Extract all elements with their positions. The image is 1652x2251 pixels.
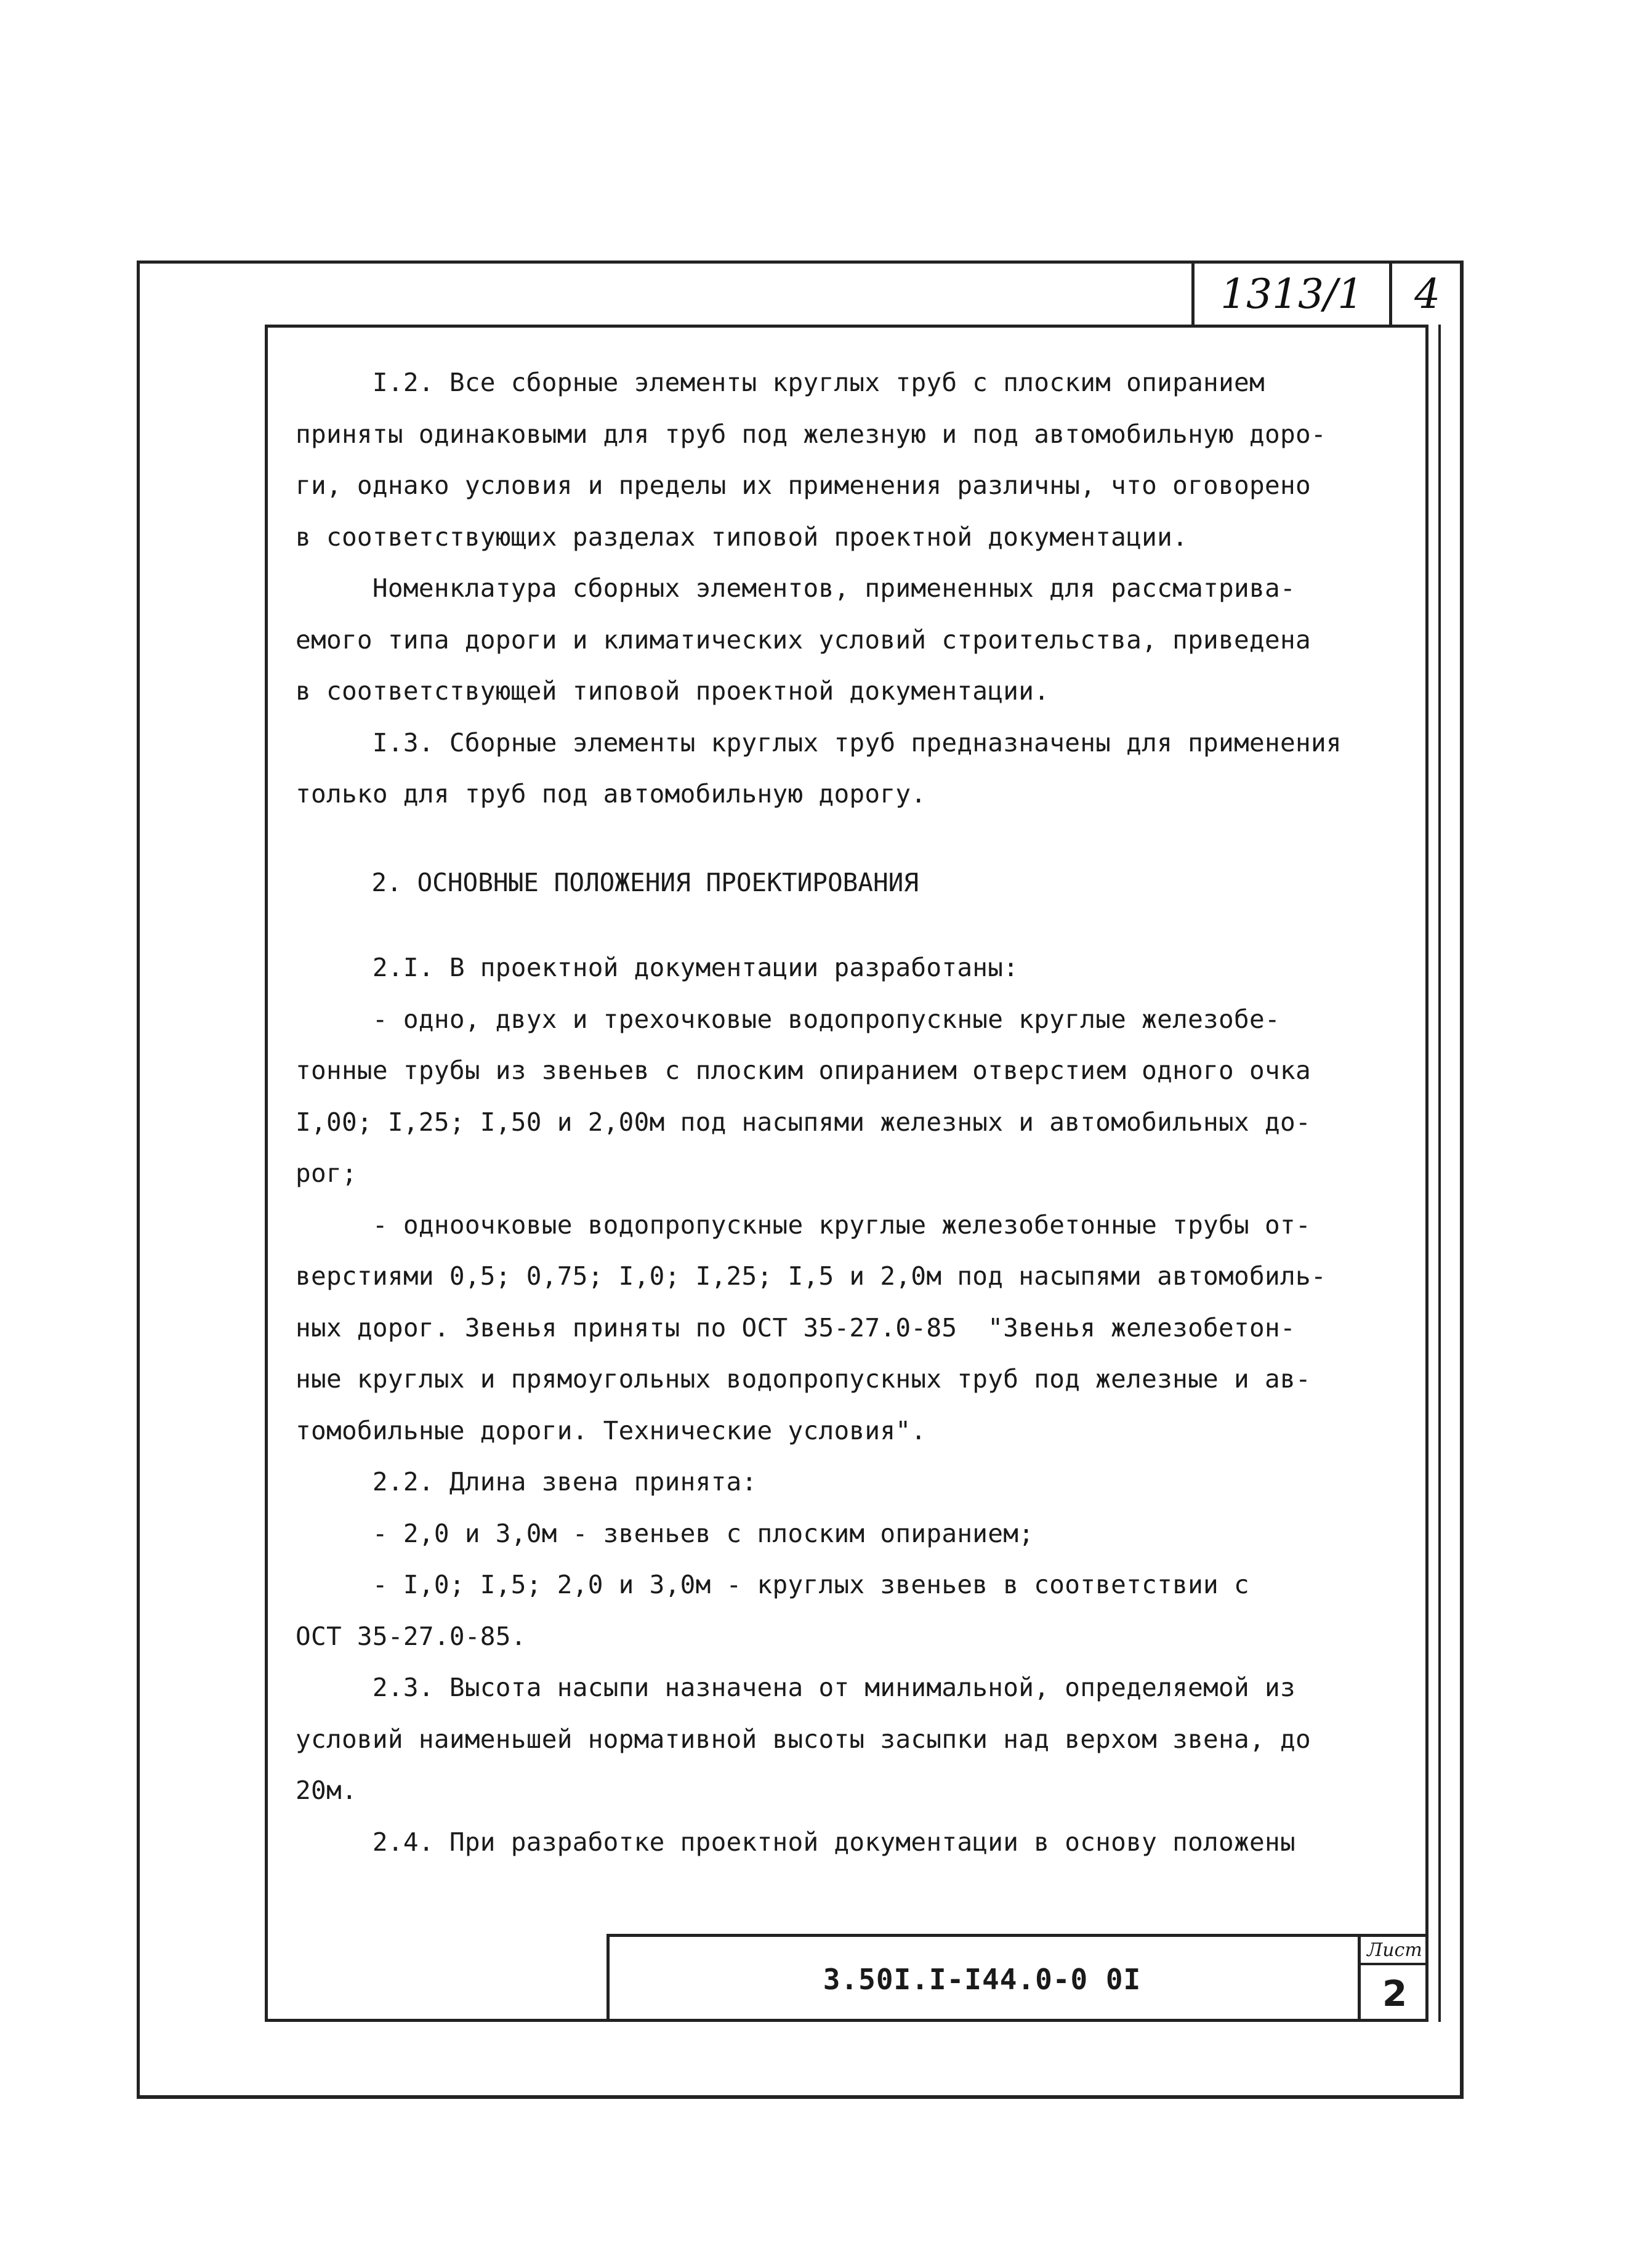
- paragraph-2-1-intro: 2.I. В проектной документации разработаны:: [296, 953, 1019, 982]
- text-line: в соответствующей типовой проектной документации.: [296, 676, 1050, 706]
- document-code: 3.50I.I-I44.0-0 0I: [823, 1963, 1142, 1996]
- paragraph-2-2: [296, 1457, 1416, 1662]
- sheet-number: 2: [1382, 1973, 1408, 2015]
- paragraph-2-1-item2: [296, 1200, 1416, 1457]
- title-block-stamp: [606, 1934, 1428, 2022]
- text-line: Номенклатура сборных элементов, примененных для рассматрива-: [296, 573, 1295, 603]
- sheet-id-box: [1191, 263, 1462, 325]
- text-line: - одно, двух и трехочковые водопропускные круглые железобе-: [296, 1004, 1280, 1034]
- text-line: рог;: [296, 1158, 357, 1188]
- document-body: [296, 357, 1416, 1868]
- sheet-label: Лист: [1361, 1937, 1428, 1965]
- sheet-code: 1313/1: [1195, 263, 1392, 325]
- text-line: емого типа дороги и климатических условий строительства, приведена: [296, 624, 1311, 655]
- page-number: 4: [1414, 270, 1441, 318]
- text-line: 20м.: [296, 1776, 357, 1805]
- paragraph-2-3: [296, 1662, 1416, 1817]
- paragraph-2-1-item1: [296, 994, 1416, 1200]
- text-line: ные круглых и прямоугольных водопропускных труб под железные и ав-: [296, 1364, 1311, 1394]
- text-line: 2.2. Длина звена принята:: [296, 1467, 757, 1497]
- text-line: ных дорог. Звенья приняты по ОСТ 35-27.0-85 "Звенья железобетон-: [296, 1312, 1295, 1343]
- text-line: - I,0; I,5; 2,0 и 3,0м - круглых звеньев в соответствии с: [296, 1570, 1250, 1599]
- text-line: ОСТ 35-27.0-85.: [296, 1621, 526, 1651]
- text-line: ги, однако условия и пределы их применения различны, что оговорено: [296, 471, 1311, 500]
- paragraph-1-3: [296, 717, 1416, 820]
- paragraph-nomenclature: [296, 563, 1416, 717]
- text-line: только для труб под автомобильную дорогу.: [296, 779, 927, 809]
- text-line: - одноочковые водопропускные круглые железобетонные трубы от-: [296, 1210, 1311, 1240]
- section-heading: 2. ОСНОВНЫЕ ПОЛОЖЕНИЯ ПРОЕКТИРОВАНИЯ: [296, 867, 919, 897]
- paragraph-2-4: [296, 1817, 1416, 1869]
- stamp-sheet-cell: [1358, 1937, 1428, 2022]
- text-line: приняты одинаковыми для труб под железную и под автомобильную доро-: [296, 419, 1326, 449]
- text-line: тонные трубы из звеньев с плоским опиранием отверстием одного очка: [296, 1056, 1311, 1085]
- text-line: I.3. Сборные элементы круглых труб предназначены для применения: [296, 727, 1342, 758]
- text-line: в соответствующих разделах типовой проектной документации.: [296, 522, 1188, 552]
- spacer: [296, 820, 1416, 857]
- text-line: I,00; I,25; I,50 и 2,00м под насыпями железных и автомобильных до-: [296, 1107, 1311, 1137]
- text-line: 2.3. Высота насыпи назначена от минимальной, определяемой из: [296, 1673, 1295, 1702]
- text-line: условий наименьшей нормативной высоты засыпки над верхом звена, до: [296, 1724, 1311, 1754]
- text-line: 2.4. При разработке проектной документации в основу положены: [296, 1827, 1295, 1857]
- paragraph-1-2: [296, 357, 1416, 563]
- text-line: верстиями 0,5; 0,75; I,0; I,25; I,5 и 2,0м под насыпями автомобиль-: [296, 1261, 1326, 1291]
- text-line: томобильные дороги. Технические условия".: [296, 1415, 927, 1445]
- text-line: - 2,0 и 3,0м - звеньев с плоским опиранием;: [296, 1518, 1034, 1548]
- text-line: I.2. Все сборные элементы круглых труб с плоским опиранием: [296, 368, 1265, 397]
- spacer: [296, 908, 1416, 942]
- frame-rule: [1438, 325, 1441, 2022]
